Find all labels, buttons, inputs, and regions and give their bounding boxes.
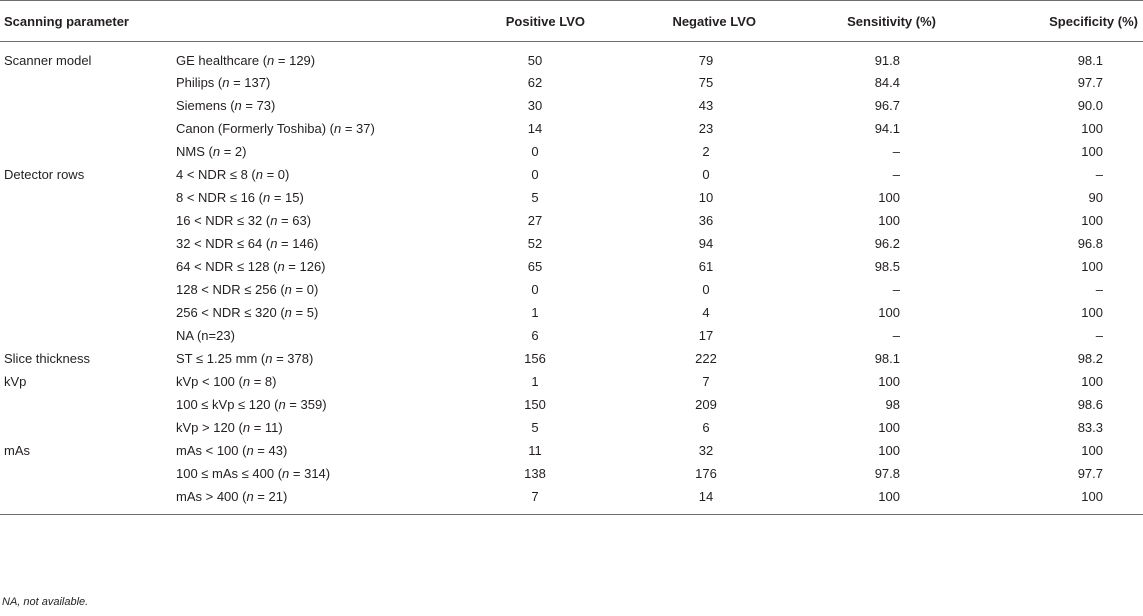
header-specificity: Specificity (%) (972, 1, 1143, 42)
row-group-label (0, 209, 176, 232)
subcategory-count: = 11) (250, 420, 283, 435)
specificity-cell: 97.7 (1077, 75, 1103, 90)
positive-lvo-cell: 30 (527, 98, 543, 113)
subcategory-prefix: NMS ( (176, 144, 213, 159)
positive-lvo-cell: 14 (527, 121, 543, 136)
row-group-label (0, 94, 176, 117)
sample-size-symbol: n (212, 144, 221, 159)
negative-lvo-cell: 0 (702, 167, 710, 182)
subcategory-count: = 359) (285, 397, 327, 412)
sample-size-symbol: n (270, 213, 278, 228)
specificity-cell: 100 (1081, 443, 1103, 458)
positive-lvo-cell: 6 (531, 328, 539, 343)
row-group-label (0, 485, 176, 515)
sample-size-symbol: n (234, 98, 242, 113)
subcategory-count: = 73) (241, 98, 276, 113)
row-subcategory-label (176, 232, 450, 255)
table-row (0, 462, 1143, 485)
sensitivity-cell: – (892, 282, 900, 297)
positive-lvo-cell: 5 (531, 190, 539, 205)
row-group-label: kVp (4, 374, 27, 389)
table-row (0, 347, 1143, 370)
sample-size-symbol: n (262, 190, 271, 205)
positive-lvo-cell: 1 (531, 374, 539, 389)
row-group-label (0, 255, 176, 278)
positive-lvo-cell: 1 (531, 305, 539, 320)
negative-lvo-cell: 43 (698, 98, 714, 113)
subcategory-count: = 378) (272, 351, 314, 366)
subcategory-prefix: 256 < NDR ≤ 320 ( (176, 305, 285, 320)
sensitivity-cell: 91.8 (874, 53, 900, 68)
row-subcategory-label (176, 324, 450, 347)
table-row (0, 439, 1143, 462)
negative-lvo-cell: 79 (698, 53, 714, 68)
positive-lvo-cell: 0 (531, 167, 539, 182)
header-subcategory (176, 1, 450, 42)
negative-lvo-cell: 222 (695, 351, 717, 366)
row-group-label (0, 140, 176, 163)
subcategory-prefix: 100 ≤ mAs ≤ 400 ( (176, 466, 283, 481)
specificity-cell: 100 (1081, 259, 1103, 274)
sample-size-symbol: n (255, 167, 263, 182)
negative-lvo-cell: 7 (702, 374, 710, 389)
sample-size-symbol: n (277, 259, 285, 274)
subcategory-count: = 37) (341, 121, 375, 136)
specificity-cell: – (1095, 328, 1103, 343)
specificity-cell: 100 (1081, 305, 1103, 320)
negative-lvo-cell: 32 (698, 443, 714, 458)
negative-lvo-cell: 75 (698, 75, 714, 90)
header-row (0, 1, 1143, 42)
subcategory-prefix: Philips ( (176, 75, 223, 90)
header-positive-lvo: Positive LVO (450, 1, 620, 42)
specificity-cell: 90 (1088, 190, 1103, 205)
subcategory-prefix: GE healthcare ( (176, 53, 268, 68)
specificity-cell: 100 (1081, 213, 1103, 228)
table-row (0, 42, 1143, 72)
sensitivity-cell: 98 (885, 397, 900, 412)
negative-lvo-cell: 6 (702, 420, 710, 435)
sensitivity-cell: – (892, 167, 900, 182)
row-subcategory-label (176, 439, 450, 462)
subcategory-prefix: 64 < NDR ≤ 128 ( (176, 259, 278, 274)
subcategory-count: = 5) (291, 305, 319, 320)
table-row (0, 163, 1143, 186)
negative-lvo-cell: 4 (702, 305, 710, 320)
positive-lvo-cell: 7 (450, 485, 620, 515)
subcategory-count: = 129) (274, 53, 316, 68)
specificity-cell: 100 (1081, 121, 1103, 136)
subcategory-prefix: 100 ≤ kVp ≤ 120 ( (176, 397, 279, 412)
subcategory-count: = 43) (253, 443, 288, 458)
sample-size-symbol: n (242, 374, 251, 389)
sensitivity-cell: 96.7 (874, 98, 900, 113)
sensitivity-cell: 100 (878, 420, 900, 435)
negative-lvo-cell: 176 (695, 466, 717, 481)
sample-size-symbol: n (246, 489, 254, 504)
header-scanning-parameter: Scanning parameter (0, 1, 176, 42)
row-group-label (0, 324, 176, 347)
table-row (0, 301, 1143, 324)
row-group-label: mAs (4, 443, 30, 458)
sample-size-symbol: n (282, 466, 290, 481)
row-group-label (0, 186, 176, 209)
specificity-cell: 100 (1081, 144, 1103, 159)
table-row (0, 209, 1143, 232)
row-subcategory-label (176, 347, 450, 370)
row-group-label: Slice thickness (4, 351, 90, 366)
subcategory-prefix: mAs > 400 ( (176, 489, 247, 504)
row-group-label (0, 278, 176, 301)
table-row (0, 71, 1143, 94)
sample-size-symbol: n (284, 282, 292, 297)
positive-lvo-cell: 156 (524, 351, 546, 366)
table-row (0, 416, 1143, 439)
specificity-cell: 100 (1081, 374, 1103, 389)
sample-size-symbol: n (333, 121, 342, 136)
sample-size-symbol: n (265, 351, 273, 366)
subcategory-prefix: Canon (Formerly Toshiba) ( (176, 121, 334, 136)
positive-lvo-cell: 27 (527, 213, 543, 228)
negative-lvo-cell: 10 (698, 190, 714, 205)
specificity-cell: 96.8 (1077, 236, 1103, 251)
negative-lvo-cell: 23 (698, 121, 714, 136)
subcategory-prefix: 128 < NDR ≤ 256 ( (176, 282, 285, 297)
sample-size-symbol: n (222, 75, 230, 90)
sample-size-symbol: n (246, 443, 254, 458)
sensitivity-cell: 94.1 (874, 121, 900, 136)
negative-lvo-cell: 2 (702, 144, 710, 159)
subcategory-count: = 0) (262, 167, 290, 182)
subcategory-count: = 8) (250, 374, 277, 389)
sensitivity-cell: 84.4 (874, 75, 900, 90)
sensitivity-cell: 100 (878, 443, 900, 458)
row-subcategory-label (176, 186, 450, 209)
row-subcategory-label (176, 485, 450, 515)
subcategory-count: = 0) (291, 282, 319, 297)
subcategory-prefix: NA (n=23) (176, 328, 235, 343)
negative-lvo-cell: 14 (620, 485, 792, 515)
table-row (0, 94, 1143, 117)
table-row (0, 140, 1143, 163)
subcategory-prefix: kVp > 120 ( (176, 420, 243, 435)
sensitivity-cell: – (892, 328, 900, 343)
row-group-label: Scanner model (4, 53, 92, 68)
row-subcategory-label (176, 370, 450, 393)
subcategory-prefix: 4 < NDR ≤ 8 ( (176, 167, 256, 182)
specificity-cell: 98.2 (1077, 351, 1103, 366)
negative-lvo-cell: 94 (698, 236, 714, 251)
sample-size-symbol: n (270, 236, 278, 251)
positive-lvo-cell: 52 (527, 236, 543, 251)
specificity-cell: 100 (972, 485, 1143, 515)
row-group-label: Detector rows (4, 167, 85, 182)
row-subcategory-label (176, 94, 450, 117)
table-row (0, 278, 1143, 301)
subcategory-count: = 63) (277, 213, 312, 228)
row-subcategory-label (176, 42, 450, 72)
table-row (0, 485, 1143, 515)
positive-lvo-cell: 11 (528, 443, 542, 458)
subcategory-count: = 146) (277, 236, 319, 251)
sensitivity-cell: 100 (878, 213, 900, 228)
negative-lvo-cell: 0 (702, 282, 710, 297)
specificity-cell: 98.1 (1077, 53, 1103, 68)
specificity-cell: – (1095, 282, 1103, 297)
table-row (0, 117, 1143, 140)
row-subcategory-label (176, 255, 450, 278)
subcategory-count: = 2) (220, 144, 247, 159)
sensitivity-cell: 98.1 (874, 351, 900, 366)
negative-lvo-cell: 17 (698, 328, 714, 343)
sensitivity-cell: 100 (878, 374, 900, 389)
row-group-label (0, 393, 176, 416)
subcategory-count: = 21) (253, 489, 288, 504)
table-header (0, 1, 1143, 42)
table-footnote: NA, not available. (2, 596, 89, 608)
row-subcategory-label (176, 393, 450, 416)
sensitivity-cell: 96.2 (874, 236, 900, 251)
positive-lvo-cell: 0 (531, 282, 539, 297)
sample-size-symbol: n (284, 305, 292, 320)
specificity-cell: 83.3 (1077, 420, 1103, 435)
specificity-cell: 97.7 (1077, 466, 1103, 481)
sample-size-symbol: n (267, 53, 275, 68)
negative-lvo-cell: 61 (698, 259, 714, 274)
subcategory-prefix: 16 < NDR ≤ 32 ( (176, 213, 271, 228)
positive-lvo-cell: 0 (531, 144, 539, 159)
subcategory-prefix: 8 < NDR ≤ 16 ( (176, 190, 263, 205)
sample-size-symbol: n (242, 420, 251, 435)
row-subcategory-label (176, 117, 450, 140)
positive-lvo-cell: 62 (527, 75, 543, 90)
table-row (0, 255, 1143, 278)
row-subcategory-label (176, 462, 450, 485)
row-subcategory-label (176, 416, 450, 439)
row-subcategory-label (176, 278, 450, 301)
sensitivity-cell: 100 (878, 305, 900, 320)
subcategory-prefix: kVp < 100 ( (176, 374, 243, 389)
table-row (0, 324, 1143, 347)
sensitivity-cell: 97.8 (874, 466, 900, 481)
specificity-cell: 98.6 (1077, 397, 1103, 412)
subcategory-prefix: mAs < 100 ( (176, 443, 247, 458)
table-row (0, 232, 1143, 255)
row-group-label (0, 416, 176, 439)
row-group-label (0, 462, 176, 485)
positive-lvo-cell: 5 (531, 420, 539, 435)
subcategory-prefix: Siemens ( (176, 98, 235, 113)
table-body (0, 42, 1143, 515)
positive-lvo-cell: 150 (524, 397, 546, 412)
table-row (0, 186, 1143, 209)
specificity-cell: – (1095, 167, 1103, 182)
positive-lvo-cell: 65 (527, 259, 543, 274)
sensitivity-cell: 100 (878, 190, 900, 205)
negative-lvo-cell: 209 (695, 397, 717, 412)
subcategory-count: = 126) (284, 259, 326, 274)
row-subcategory-label (176, 301, 450, 324)
subcategory-prefix: 32 < NDR ≤ 64 ( (176, 236, 271, 251)
row-subcategory-label (176, 163, 450, 186)
row-subcategory-label (176, 140, 450, 163)
row-group-label (0, 71, 176, 94)
row-group-label (0, 232, 176, 255)
row-subcategory-label (176, 71, 450, 94)
table-row (0, 370, 1143, 393)
sensitivity-cell: 100 (792, 485, 972, 515)
table-row (0, 393, 1143, 416)
positive-lvo-cell: 138 (524, 466, 546, 481)
sensitivity-cell: – (892, 144, 900, 159)
subcategory-count: = 137) (229, 75, 271, 90)
header-negative-lvo: Negative LVO (620, 1, 792, 42)
row-group-label (0, 117, 176, 140)
row-subcategory-label (176, 209, 450, 232)
subcategory-count: = 314) (289, 466, 331, 481)
subcategory-count: = 15) (270, 190, 304, 205)
subcategory-prefix: ST ≤ 1.25 mm ( (176, 351, 266, 366)
specificity-cell: 90.0 (1077, 98, 1103, 113)
header-sensitivity: Sensitivity (%) (792, 1, 972, 42)
negative-lvo-cell: 36 (698, 213, 714, 228)
sensitivity-cell: 98.5 (874, 259, 900, 274)
sample-size-symbol: n (278, 397, 286, 412)
row-group-label (0, 301, 176, 324)
positive-lvo-cell: 50 (527, 53, 543, 68)
